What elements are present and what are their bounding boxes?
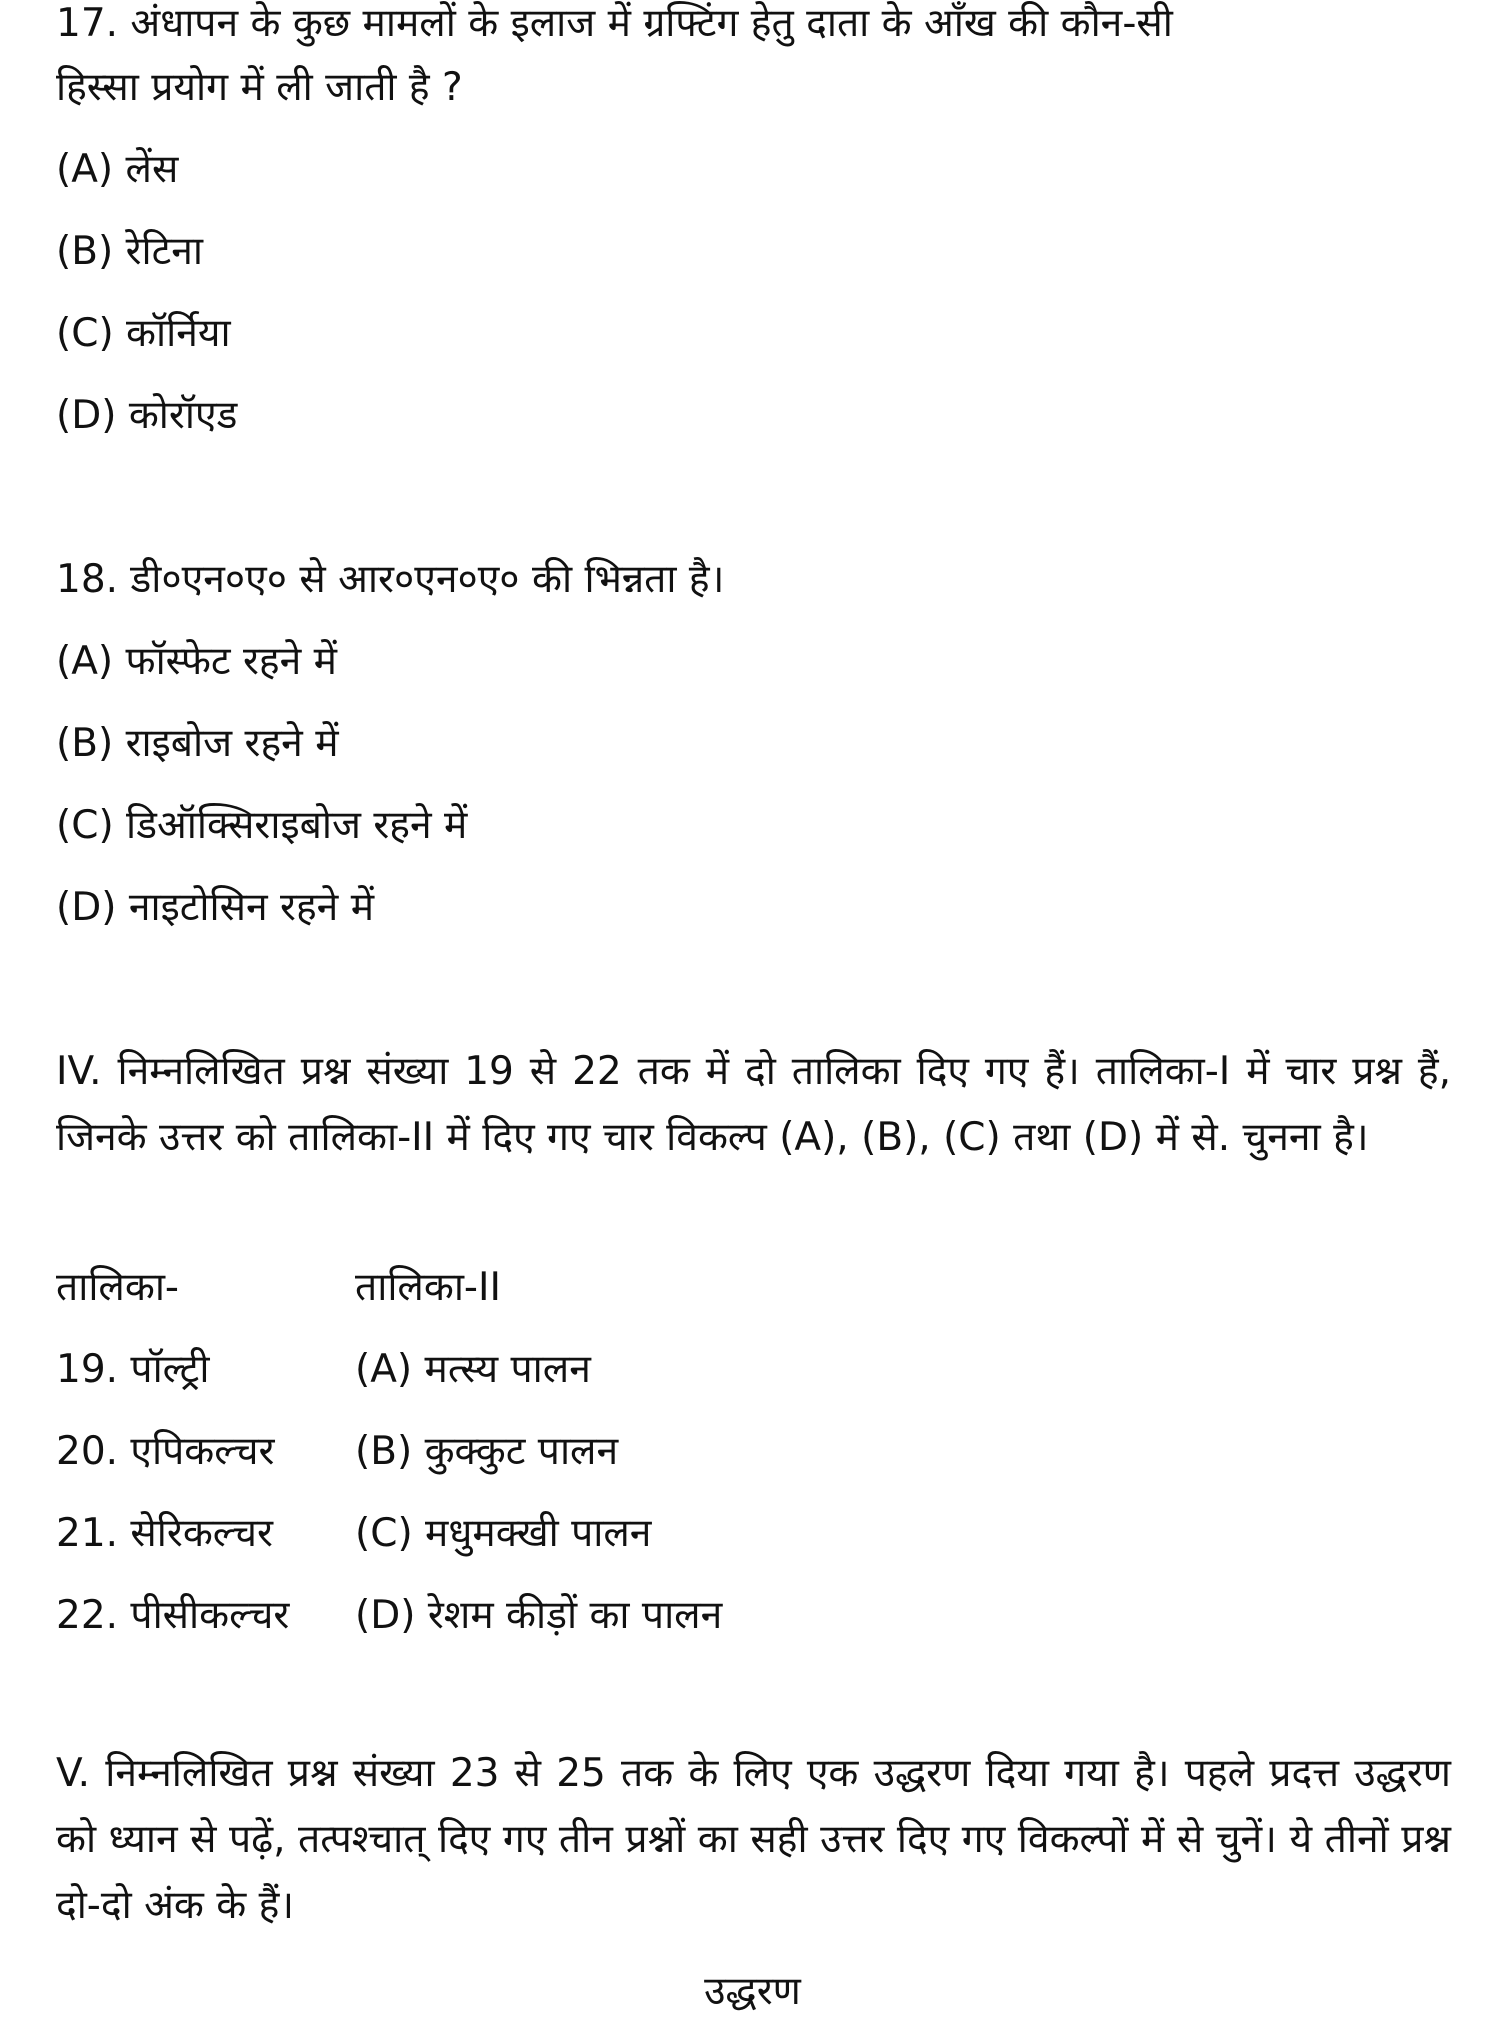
q18-option-b: (B) राइबोज रहने में (56, 721, 339, 766)
table2-item-d: (D) रेशम कीड़ों का पालन (355, 1593, 723, 1638)
q17-question-line2: हिस्सा प्रयोग में ली जाती है ? (56, 65, 463, 110)
table2-header: तालिका-II (355, 1265, 502, 1310)
q17-question-line1: 17. अंधापन के कुछ मामलों के इलाज में ग्रफ्टिंग हेतु दाता के आँख की कौन-सी (56, 1, 1173, 46)
table2-item-c: (C) मधुमक्खी पालन (355, 1511, 652, 1556)
table2-item-a: (A) मत्स्य पालन (355, 1347, 591, 1392)
section5-instruction: V. निम्नलिखित प्रश्न संख्या 23 से 25 तक के लिए एक उद्धरण दिया गया है। पहले प्रदत्त उद्धरण को ध्यान से पढ़ें, तत्पश्चात् दिए गए तीन प्रश्नों का सही उत्तर दिए गए विकल्पों में से चुनें। ये तीनों प्रश्न दो-दो अंक के हैं। (56, 1751, 1451, 1928)
quotation-heading: उद्धरण (704, 1969, 801, 2014)
table1-item-19: 19. पॉल्ट्री (56, 1347, 210, 1392)
q18-question: 18. डी०एन०ए० से आर०एन०ए० की भिन्नता है। (56, 557, 725, 602)
q18-option-d: (D) नाइटोसिन रहने में (56, 885, 375, 930)
q17-option-d: (D) कोरॉएड (56, 393, 238, 438)
table1-item-21: 21. सेरिकल्चर (56, 1511, 274, 1556)
table2-item-b: (B) कुक्कुट पालन (355, 1429, 619, 1474)
table1-item-20: 20. एपिकल्चर (56, 1429, 275, 1474)
table1-item-22: 22. पीसीकल्चर (56, 1593, 290, 1638)
q18-option-c: (C) डिऑक्सिराइबोज रहने में (56, 803, 468, 848)
table1-header: तालिका- (56, 1265, 179, 1310)
q17-option-a: (A) लेंस (56, 147, 179, 192)
q17-option-c: (C) कॉर्निया (56, 311, 231, 356)
section4-instruction: IV. निम्नलिखित प्रश्न संख्या 19 से 22 तक में दो तालिका दिए गए हैं। तालिका-I में चार प्रश्न हैं, जिनके उत्तर को तालिका-II में दिए गए चार विकल्प (A), (B), (C) तथा (D) में से. चुनना है। (56, 1049, 1451, 1160)
q18-option-a: (A) फॉस्फेट रहने में (56, 639, 337, 684)
q17-option-b: (B) रेटिना (56, 229, 204, 274)
